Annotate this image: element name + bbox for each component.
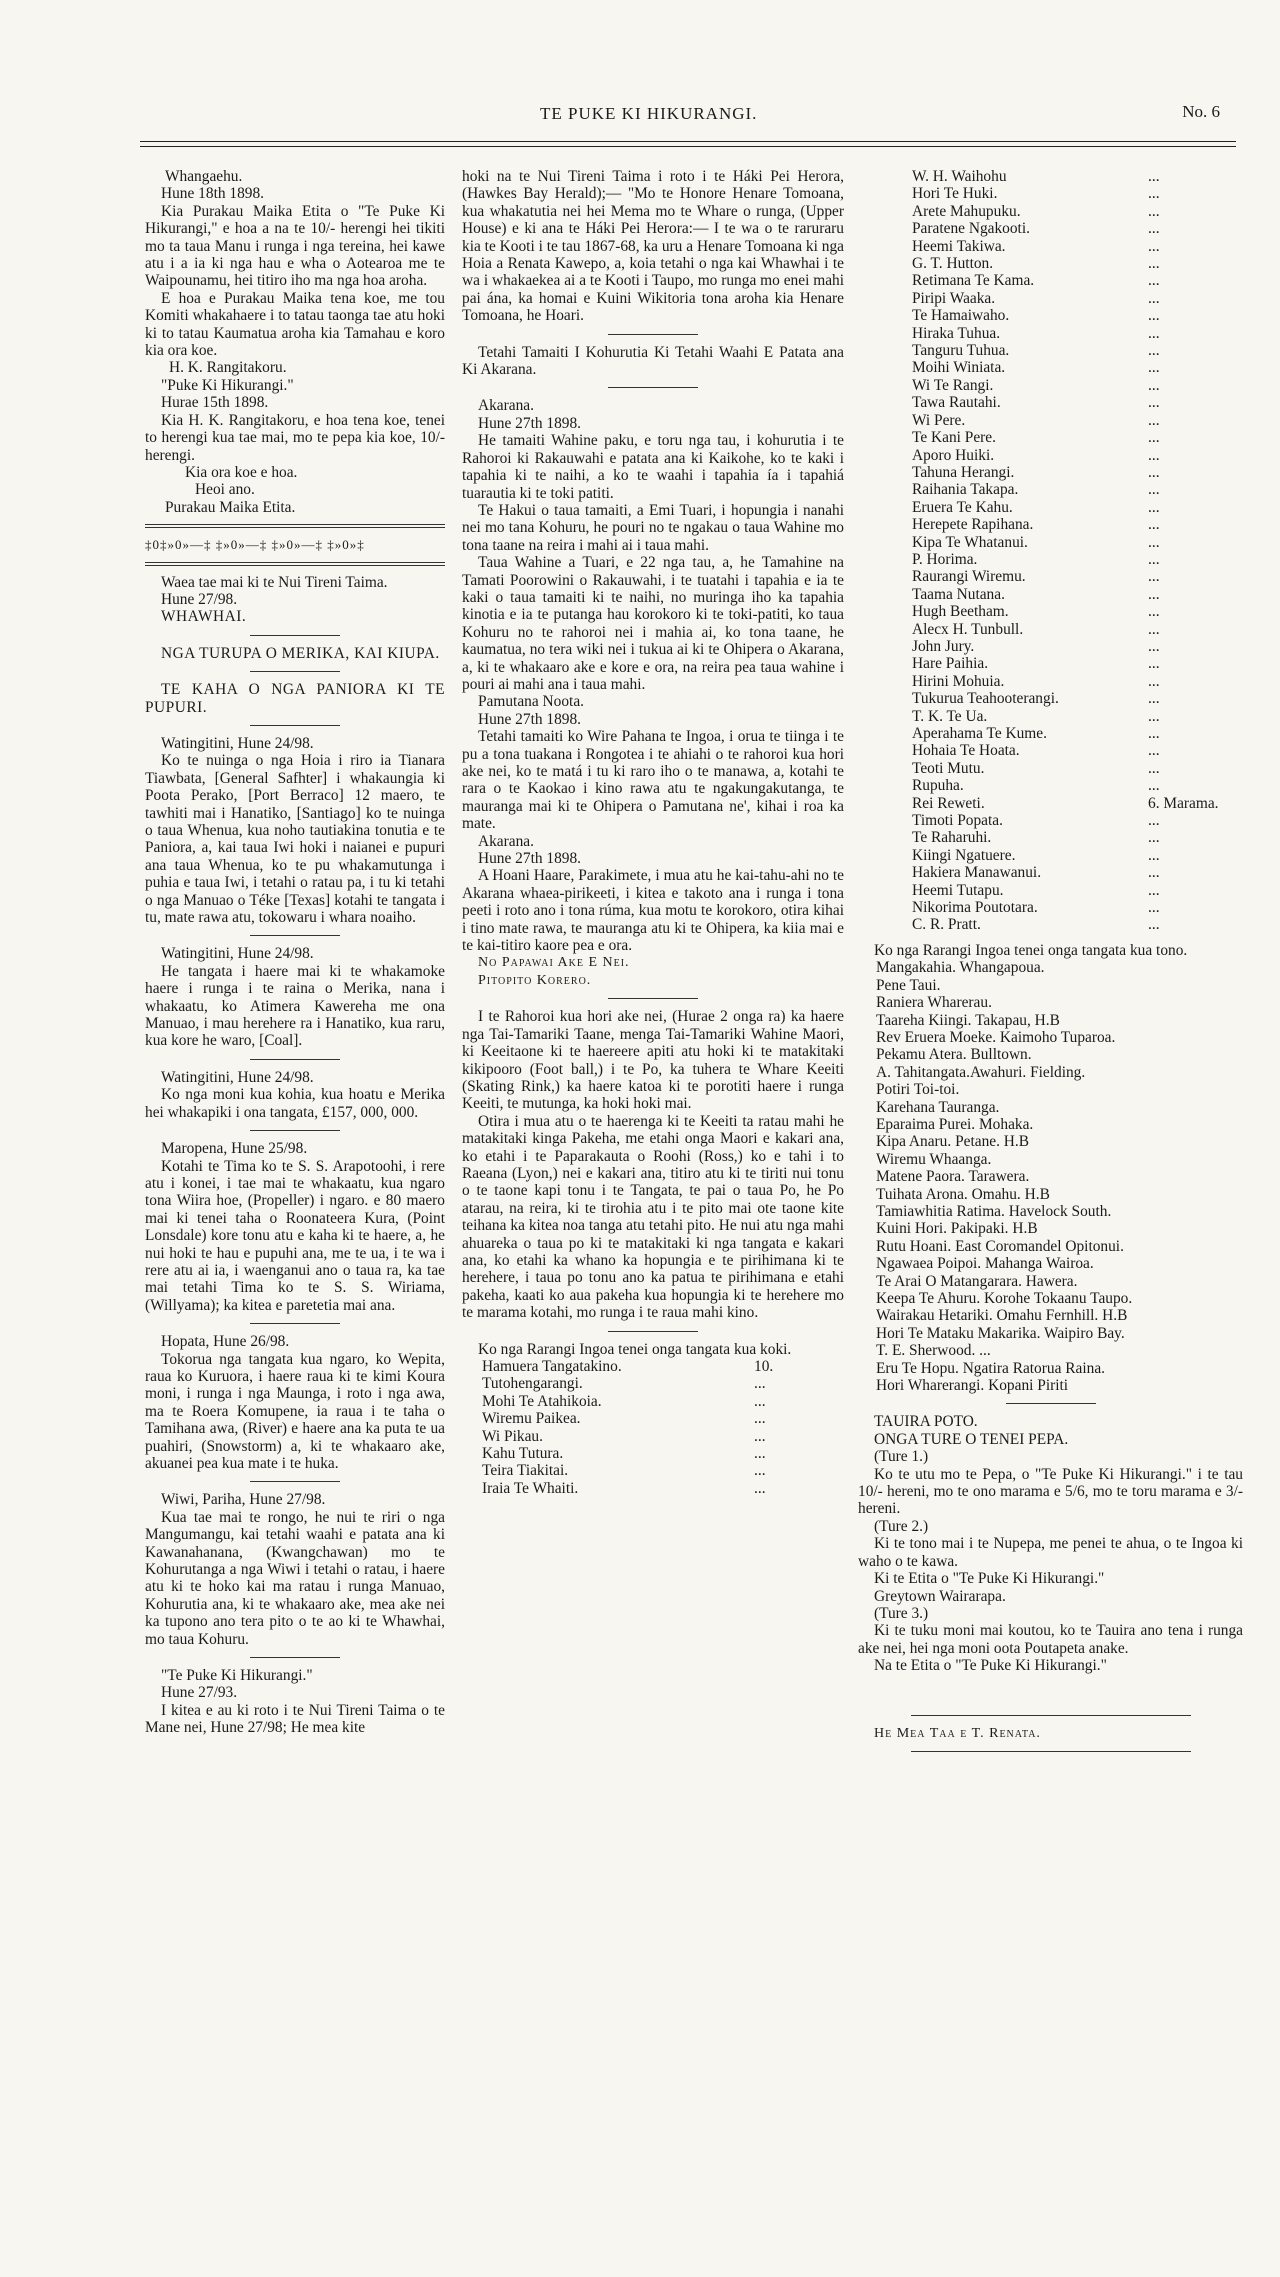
list-item: Matene Paora. Tarawera. (876, 1168, 1030, 1186)
article1-place: Akarana. (478, 397, 534, 415)
byline-2: Pitopito Korero. (478, 972, 592, 988)
news2-dateline: Watingitini, Hune 24/98. (161, 945, 314, 963)
letter1-place: Whangaehu. (165, 168, 243, 185)
list-item: Tawa Rautahi. ... (912, 394, 1160, 412)
list-item: Rei Reweti. 6. Marama. (912, 794, 1219, 812)
header-rule-thin (140, 146, 1236, 147)
list-item: Wi Te Rangi. ... (912, 376, 1160, 394)
list-item: Hakiera Manawanui. ... (912, 864, 1160, 882)
letter2-date: Hurae 15th 1898. (161, 394, 269, 412)
news7-date: Hune 27/93. (161, 1684, 238, 1702)
news4-body: Kotahi te Tima ko te S. S. Arapotoohi, i rere atu i konei, i tae mai te whakaatu, kua ngaro tona Wiira hoe, (Propeller) i ngaro. e 80 maero mai ki tenei taha o Roonateera Kura, (Point Lonsdale) kore tonu atu e kaha ki te haere, a, he nui hoki te hau e pupuhi ana, me te ua, i te wa i rere atu ai ia, i waenganui ano o taua ra, ka tae mai tetahi Tima ko te S. S. Wiriama, (Willyama); ka kitea e paretetia mai ana. (145, 1157, 445, 1314)
short-rule (250, 1657, 340, 1658)
list-item: Keepa Te Ahuru. Korohe Tokaanu Taupo. (876, 1290, 1133, 1307)
short-rule (250, 1323, 340, 1324)
list-item: Teoti Mutu. ... (912, 759, 1160, 777)
list-item: Taama Nutana. ... (912, 585, 1160, 603)
list-item: Moihi Winiata. ... (912, 359, 1160, 377)
list-item: Hirini Mohuia. ... (912, 672, 1160, 690)
list-item: Kuini Hori. Pakipaki. H.B (876, 1220, 1038, 1238)
list-item: Karehana Tauranga. (876, 1098, 1000, 1116)
list-item: T. K. Te Ua. ... (912, 707, 1160, 725)
rule2-address-1: Ki te Etita o "Te Puke Ki Hikurangi." (874, 1570, 1105, 1588)
ornament-divider: ‡0‡»0»—‡ ‡»0»—‡ ‡»0»—‡ ‡»0»‡ (145, 537, 365, 553)
news4-dateline: Maropena, Hune 25/98. (161, 1140, 308, 1158)
rule3-signature: Na te Etita o "Te Puke Ki Hikurangi." (874, 1657, 1107, 1675)
list-item: Iraia Te Whaiti. ... (482, 1479, 766, 1497)
news1-body: Ko te nuinga o nga Hoia i riro ia Tianara Tiawbata, [General Safhter] i whakaungia ki Poota Perako, [Port Berraco] 12 maero, te tawhiti mai i Hanatiko, [Santiago] ko te nuinga o taua Whenua, kua noho tautiakina tonutia e te Paniora, a, kai taua Iwi hoki i naianei e pupuri ana taua Whenua, ko te pu whakamutunga i puhia e taua Iwi, i tetahi o ratau pa, i tu ki tetahi o nga Manuao o Téke [Texas] kotahi te tangata i tu, mate rawa atu, tokowaru i whara noaiho. (145, 752, 445, 927)
orders-intro: Ko nga Rarangi Ingoa tenei onga tangata kua tono. (874, 941, 1188, 959)
headline-1: NGA TURUPA O MERIKA, KAI KIUPA. (161, 644, 440, 662)
rules-heading-2: ONGA TURE O TENEI PEPA. (874, 1430, 1069, 1448)
short-rule (608, 1331, 698, 1332)
news6-body: Kua tae mai te rongo, he nui te riri o nga Mangumangu, kai tetahi waahi e patata ana ki Kawanahanana, (Kwangchawan) mo te Kohurutanga a nga Wiwi i tetahi o ratau, i haere atu ki te hoko kai ma ratau i runga Manuao, Kohurutia ana, ki te whakaaro ake, mea ake nei ka tupono ano tera pito o te ao ki te Whawhai, mo taua Kohuru. (145, 1508, 445, 1648)
letter1-date: Hune 18th 1898. (161, 185, 265, 203)
article1-date: Hune 27th 1898. (478, 414, 582, 432)
header-rule (140, 141, 1236, 142)
cable-line: Waea tae mai ki te Nui Tireni Taima. (161, 573, 388, 591)
list-item: Te Kani Pere. ... (912, 429, 1160, 447)
list-item: Nikorima Poutotara. ... (912, 899, 1160, 917)
list-item: Hamuera Tangatakino. 10. (482, 1358, 774, 1375)
news1-dateline: Watingitini, Hune 24/98. (161, 734, 314, 752)
list-item: Wiremu Whaanga. (876, 1150, 992, 1168)
list-item: Wiremu Paikea. ... (482, 1410, 766, 1428)
article2-place: Pamutana Noota. (478, 693, 584, 711)
letter2-closing: Kia ora koe e hoa. (185, 463, 298, 481)
letter1-body: Kia Purakau Maika Etita o "Te Puke Ki Hikurangi," e hoa a na te 10/- herengi hei tikiti mo ta taua Manu i runga i nga tereina, hei kawe atu i a ia ki nga hau e wha o Aotearoa me te Waipounamu, hei titiro iho ma nga hoa aroha. (145, 202, 445, 290)
issue-number: No. 6 (1182, 102, 1220, 121)
rule2-label: (Ture 2.) (874, 1517, 929, 1535)
news-paragraph-2: Otira i mua atu o te haerenga ki te Keeiti ta ratau mahi he matakitaki kinga Pakeha, me etahi onga Maori e kakari ana, ko etahi i te Paparakauta o Roohi (Ross,) ko e tahi i to Raeana (Lyon,) nei e kakari ana, titiro atu ki te tiriti nui tonu o te taone kapi tonu i te Tangata, te pai o taua Po, he Po atarau, na reira, ki te tirohia atu i te pito mai ote taone kite teihana ka kitea noa tanga atu tetahi pito. He nui atu nga mahi ahuareka o taua po ki te matakitaki ki nga tangata e kakari ana, ko etahi ka whano ka hopungia e te pirihimana ki te herehere, i taua po tonu ano ka patua te pirihimana e etahi pakeha, kaati ko aua pakeha kua hopungia ki te herehere mo te marama kotahi, mo runga i te raua mahi kino. (462, 1112, 844, 1322)
article-headline: Tetahi Tamaiti I Kohurutia Ki Tetahi Waahi E Patata ana Ki Akarana. (462, 343, 844, 379)
letter1-signature: H. K. Rangitakoru. (169, 359, 287, 377)
list-item: Kahu Tutura. ... (482, 1445, 766, 1463)
list-item: Hare Paihia. ... (912, 655, 1160, 673)
list-item: Hori Te Huki. ... (912, 185, 1160, 203)
orders-list (858, 959, 1243, 1394)
list-item: Tutohengarangi. ... (482, 1375, 766, 1393)
list-item: Mangakahia. Whangapoua. (876, 959, 1045, 977)
list-item: Hugh Beetham. ... (912, 603, 1160, 621)
list-item: Eparaima Purei. Mohaka. (876, 1115, 1034, 1133)
list-item: Kiingi Ngatuere. ... (912, 846, 1160, 864)
short-rule (250, 1130, 340, 1131)
list-item: Taareha Kiingi. Takapau, H.B (876, 1011, 1060, 1029)
news5-dateline: Hopata, Hune 26/98. (161, 1333, 290, 1351)
article2-date: Hune 27th 1898. (478, 710, 582, 728)
list-item: Potiri Toi-toi. (876, 1081, 960, 1099)
letter2-closing2: Heoi ano. (195, 481, 255, 499)
list-item: Tuihata Arona. Omahu. H.B (876, 1185, 1050, 1203)
list-item: Pene Taui. (876, 976, 941, 994)
list-item: Te Raharuhi. ... (912, 829, 1160, 847)
list-item: John Jury. ... (912, 637, 1160, 655)
letter2-signature: Purakau Maika Etita. (165, 498, 296, 516)
list-item: A. Tahitangata.Awahuri. Fielding. (876, 1063, 1086, 1081)
list-item: G. T. Hutton. ... (912, 255, 1160, 273)
list-item: Rev Eruera Moeke. Kaimoho Tuparoa. (876, 1028, 1116, 1046)
list-item: Te Arai O Matangarara. Hawera. (876, 1272, 1078, 1290)
list-item: Piripi Waaka. ... (912, 289, 1160, 307)
rule3-label: (Ture 3.) (874, 1604, 929, 1622)
list-item: Tamiawhitia Ratima. Havelock South. (876, 1202, 1112, 1220)
short-rule (250, 1059, 340, 1060)
news5-body: Tokorua nga tangata kua ngaro, ko Wepita, raua ko Kuruora, i haere raua ki te kimi Koura moni, i runga i nga Maunga, i roto i nga awa, ma te Roera Komupene, ia raua i te taha o Tamihana awa, (River) e haere ana ka puta te ua puahiri, (Snowstorm) a, ki te whakaaro ake, akuanei pea kua mate i te huka. (145, 1350, 445, 1472)
list-item: Hohaia Te Hoata. ... (912, 742, 1160, 760)
letter1-body2: E hoa e Purakau Maika tena koe, me tou Komiti whakahaere i to tatau taonga tae atu hoki ki to tatau Kaumatua aroha kia Tamahau e koro kia ora koe. (145, 289, 445, 360)
short-rule (608, 334, 698, 335)
list-item: Alecx H. Tunbull. ... (912, 620, 1160, 638)
news-paragraph-1: I te Rahoroi kua hori ake nei, (Hurae 2 onga ra) ka haere nga Tai-Tamariki Taane, menga Tai-Tamariki Wahine Maori, ki Keeitaone ki te haereere apiti atu hoki ki te matakitaki kikipooro (Foot ball,) i te Po, ka tuhera te Whare Keeiti (Skating Rink,) ka haere katoa ki te porotiti haere i runga Keeiti, te mutunga, ka hoki hoki mai. (462, 1008, 844, 1113)
article1-body1: He tamaiti Wahine paku, e toru nga tau, i kohurutia i te Rahoroi ki Rakauwahi e patata ana ki Kaikohe, ko te kaki i tapahia ki te naihi, a ko te waahi i tapahia ía i tapahiá tuarautia ki te toki patiti. (462, 432, 844, 502)
list-item: Aporo Huiki. ... (912, 446, 1160, 464)
list-item: Hori Wharerangi. Kopani Piriti (876, 1377, 1069, 1395)
column-1 (145, 168, 445, 1737)
article3-body: A Hoani Haare, Parakimete, i mua atu he kai-tahu-ahi no te Akarana whaea-pirikeeti, i kitea e takoto ana i runga i tona peeti i roto ano i tona rúma, kua motu te korokoro, otira kihai i tino mate rawa, te mauranga atu ki te Ohipera, ka kiia mai e te kai-titiro kaore pea e ora. (462, 867, 844, 955)
list-item: Tahuna Herangi. ... (912, 463, 1160, 481)
news3-body: Ko nga moni kua kohia, kua hoatu e Merika hei whakapiki i ona tangata, £157, 000, 000. (145, 1086, 445, 1121)
section-divider (145, 562, 445, 566)
short-rule (250, 1481, 340, 1482)
list-item: P. Horima. ... (912, 550, 1160, 568)
list-item: Herepete Rapihana. ... (912, 516, 1160, 534)
list-item: Eru Te Hopu. Ngatira Ratorua Raina. (876, 1359, 1106, 1377)
subscriber-list (858, 168, 1243, 934)
list-item: Raniera Wharerau. (876, 994, 992, 1012)
column-3 (858, 168, 1243, 1761)
article3-place: Akarana. (478, 832, 534, 850)
list-item: Wi Pikau. ... (482, 1427, 766, 1445)
cable-date: Hune 27/98. (161, 590, 238, 608)
rules-heading-1: TAUIRA POTO. (874, 1413, 978, 1431)
short-rule (250, 635, 340, 636)
short-rule (608, 998, 698, 999)
byline-1: No Papawai Ake E Nei. (478, 955, 630, 971)
news3-dateline: Watingitini, Hune 24/98. (161, 1068, 314, 1086)
list-item: Arete Mahupuku. ... (912, 202, 1160, 220)
list-item: Aperahama Te Kume. ... (912, 725, 1160, 742)
article1-body3: Taua Wahine a Tuari, e 22 nga tau, a, he Tamahine na Tamati Poorowini o Rakauwahi, i te tuatahi i tapahia e ia te kaki o taua tamaiti ki te naihi, no muringa iho ka tapahia kinotia e ia te putanga hau korokoro ki te toki-patiti, ko taua Kohuru no te rahoroi nei i mahia ai, ko tona taane, he kaumatua, no tera wiki nei i tukua ai ki te Ohipera o Akarana, a, ki te whakaaro ake e kore e ora, na reira pea taua wahine i pouri ai mahi ana i taua mahi. (462, 554, 844, 693)
rule1-body: Ko te utu mo te Pepa, o "Te Puke Ki Hikurangi." i te tau 10/- hereni, mo te ono marama e 5/6, mo te toru marama e 3/- hereni. (858, 1465, 1243, 1518)
list-item: Teira Tiakitai. ... (482, 1462, 766, 1480)
list-item: Kipa Anaru. Petane. H.B (876, 1133, 1030, 1151)
column-2 (462, 168, 844, 1497)
short-rule (608, 387, 698, 388)
short-rule (250, 935, 340, 936)
page-header (0, 100, 1280, 130)
article3-date: Hune 27th 1898. (478, 850, 582, 868)
footer-rule (911, 1715, 1191, 1716)
short-rule (250, 725, 340, 726)
donor-list (462, 1358, 844, 1497)
rule2-address-2: Greytown Wairarapa. (874, 1587, 1006, 1605)
list-item: Heemi Takiwa. ... (912, 237, 1160, 255)
list-item: Hiraka Tuhua. ... (912, 324, 1160, 342)
list-item: T. E. Sherwood. ... (876, 1342, 991, 1360)
war-heading: WHAWHAI. (161, 608, 247, 626)
letter2-place: "Puke Ki Hikurangi." (161, 376, 294, 394)
donor-intro: Ko nga Rarangi Ingoa tenei onga tangata kua koki. (478, 1340, 792, 1358)
list-item: Wairakau Hetariki. Omahu Fernhill. H.B (876, 1307, 1128, 1325)
news2-body: He tangata i haere mai ki te whakamoke haere i runga i te raina o Merika, nana i whakaatu, ko Atimera Kawereha me ona Manuao, i mau herehere ra i Hanatiko, kua raru, kua kore he waro, [Coal]. (145, 962, 445, 1050)
continuation-paragraph: hoki na te Nui Tireni Taima i roto i te Háki Pei Herora, (Hawkes Bay Herald);— "Mo te Honore Henare Tomoana, kua whakatutia nei hei Mema mo te Whare o runga, (Upper House) e ki ana te Háki Pei Herora:— I te wa o te raruraru kia te Kooti i te tau 1867-68, ka uru a Henare Tomoana ki nga Hoia a Renata Kawepo, a, koia tetahi o nga kai Whawhai i te wa i whakaekea ai a te Kooti i Taupo, mo runga mo enei mahi pai ána, ka homai e Kuini Wikitoria tona aroha kia Henare Tomoana, he Hoari. (462, 168, 844, 325)
list-item: Rutu Hoani. East Coromandel Opitonui. (876, 1237, 1124, 1255)
list-item: Kipa Te Whatanui. ... (912, 533, 1160, 551)
list-item: Mohi Te Atahikoia. ... (482, 1392, 766, 1410)
headline-2: TE KAHA O NGA PANIORA KI TE PUPURI. (145, 681, 445, 716)
rule2-body: Ki te tono mai i te Nupepa, me penei te ahua, o te Ingoa ki waho o te kawa. (858, 1535, 1243, 1570)
footer-rule (911, 1751, 1191, 1752)
list-item: Raihania Takapa. ... (912, 481, 1160, 499)
list-item: Te Hamaiwaho. ... (912, 307, 1160, 325)
rule3-body: Ki te tuku moni mai koutou, ko te Tauira ano tena i runga ake nei, hei nga moni oota Poutapeta anake. (858, 1622, 1243, 1657)
list-item: Retimana Te Kama. ... (912, 272, 1160, 290)
article2-body: Tetahi tamaiti ko Wire Pahana te Ingoa, i orua te tiinga i te pu a tona tuakana i Rongotea i te ahiahi o te rahoroi kua hori ake nei, ko te matá i tu ki raro iho o te manawa, a, kotahi te rara o te Kaokao i kino rawa atu te ngakungakutanga, te mauranga mai ki te Ohipera o Pamutana ne', kihai i roa ka mate. (462, 728, 844, 833)
short-rule (250, 671, 340, 672)
list-item: Rupuha. ... (912, 777, 1160, 795)
list-item: Tanguru Tuhua. ... (912, 342, 1160, 360)
list-item: Paratene Ngakooti. ... (912, 220, 1160, 238)
news7-dateline: "Te Puke Ki Hikurangi." (161, 1667, 313, 1685)
news6-dateline: Wiwi, Pariha, Hune 27/98. (161, 1491, 326, 1509)
list-item: Hori Te Mataku Makarika. Waipiro Bay. (876, 1324, 1125, 1342)
list-item: Tukurua Teahooterangi. ... (912, 690, 1160, 708)
short-rule (1006, 1403, 1096, 1404)
news7-body: I kitea e au ki roto i te Nui Tireni Taima o te Mane nei, Hune 27/98; He mea kite (145, 1701, 445, 1737)
section-divider (145, 524, 445, 528)
list-item: C. R. Pratt. ... (912, 916, 1160, 934)
list-item: Wi Pere. ... (912, 411, 1160, 429)
list-item: Eruera Te Kahu. ... (912, 498, 1160, 516)
list-item: Heemi Tutapu. ... (912, 881, 1160, 899)
list-item: Raurangi Wiremu. ... (912, 568, 1160, 586)
newspaper-title: TE PUKE KI HIKURANGI. (540, 104, 758, 123)
printer-credit: He Mea Taa e T. Renata. (874, 1725, 1041, 1741)
article1-body2: Te Hakui o taua tamaiti, a Emi Tuari, i hopungia i nanahi nei mo tana Kohuru, he pouri no te ngakau o taua Wahine mo tona taane na reira i mahi ai i taua mahi. (462, 501, 844, 554)
list-item: W. H. Waihohu ... (912, 168, 1160, 185)
list-item: Timoti Popata. ... (912, 812, 1160, 830)
letter2-body: Kia H. K. Rangitakoru, e hoa tena koe, tenei to herengi kua tae mai, mo te pepa kia koe, 10/- herengi. (145, 411, 445, 464)
rule1-label: (Ture 1.) (874, 1448, 929, 1466)
list-item: Pekamu Atera. Bulltown. (876, 1046, 1032, 1064)
list-item: Ngawaea Poipoi. Mahanga Wairoa. (876, 1255, 1094, 1273)
